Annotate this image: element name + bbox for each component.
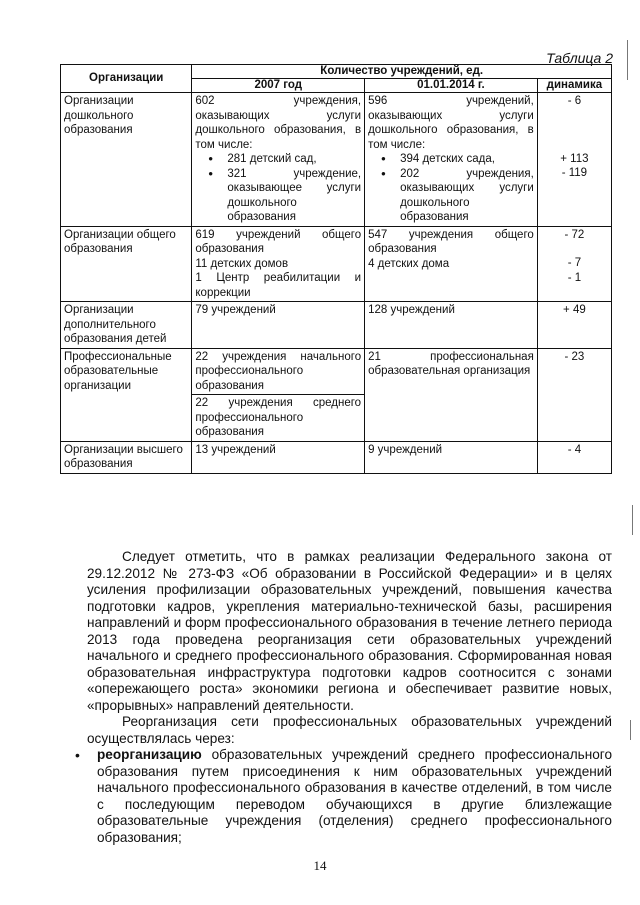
dynamics-value: - 119 [561, 167, 588, 179]
cell-2007 [192, 226, 365, 302]
table-row [61, 226, 612, 302]
cell-text: 596 учреждений, оказывающих услуги дошкольного образования, в том числе: [368, 95, 534, 151]
cell-text: 602 учреждения, оказывающих услуги дошкольного образования, в том числе: [195, 95, 362, 151]
list-item: • 321 учреждение, оказывающее услуги дошкольного образования [227, 167, 361, 225]
table-caption: Таблица 2 [546, 50, 613, 66]
institutions-table [60, 64, 612, 474]
org-cell: Организации высшего образования [61, 441, 192, 473]
dynamics-value: - 7 [567, 257, 582, 269]
cell-2014: 9 учреждений [365, 441, 538, 473]
cell-text: 4 детских дома [368, 257, 450, 270]
cell-text: 619 учреждений общего образования [195, 228, 362, 255]
org-cell: Организации дошкольного образования [61, 93, 192, 227]
table-row [61, 441, 612, 473]
cell-text: 11 детских домов [195, 257, 289, 270]
cell-2007: 22 учреждения начального профессионального образования [192, 348, 365, 395]
page-number: 14 [313, 858, 327, 873]
header-dynamics: динамика [537, 79, 611, 93]
table-row [61, 93, 612, 227]
bullet-text [87, 747, 612, 846]
cell-2007 [192, 93, 365, 227]
cell-text: 1 Центр реабилитации и коррекции [195, 272, 362, 299]
bullet-list [195, 152, 361, 225]
body-paragraph: Реорганизация сети профессиональных образовательных учреждений осуществлялась через: [87, 714, 612, 746]
table-row [61, 302, 612, 349]
dynamics-cell [537, 93, 611, 227]
cell-2014 [365, 93, 538, 227]
cell-2014: 21 профессиональная образовательная организация [365, 348, 538, 441]
dynamics-value: + 113 [560, 152, 589, 165]
body-paragraph: Следует отметить, что в рамках реализации Федерального закона от 29.12.2012 № 273-ФЗ «Об образовании в Российской Федерации» и в целях усиления профилизации образовательных учреждений, повышения качества подготовки кадров, укрепления материально-технической базы, расширения направлений и форм профессионального образования в течение летнего периода 2013 года проведена реорганизация сети образовательных учреждений начального и среднего профессионального образования. Сформированная новая образовательная инфраструктура подготовки кадров соотносится с зонами «опережающего роста» экономики региона и обеспечивает развитие новых, «прорывных» направлений деятельности. [87, 549, 612, 713]
bullet-list [368, 152, 534, 225]
scan-edge-mark [632, 505, 633, 535]
dynamics-value: - 6 [567, 95, 582, 107]
table-header-row [61, 65, 612, 79]
list-item: • 281 детский сад, [227, 152, 361, 167]
bullet-icon: • [75, 747, 80, 763]
cell-2007: 13 учреждений [192, 441, 365, 473]
bullet-body: образовательных учреждений среднего профессионального образования путем присоединения к ним образовательных учреждений начального профессионального образования в качестве отделений, в том числе с последующим переводом обучающихся в другие близлежащие образовательные учреждения (отделения) среднего профессионального образования; [97, 747, 612, 845]
list-item: • 202 учреждения, оказывающих услуги дошкольного образования [400, 167, 534, 225]
scan-edge-mark [630, 720, 631, 740]
org-cell: Организации дополнительного образования детей [61, 302, 192, 349]
cell-2014 [365, 226, 538, 302]
org-cell: Организации общего образования [61, 226, 192, 302]
dynamics-value: - 1 [567, 271, 582, 284]
list-item: • 394 детских сада, [400, 152, 534, 167]
scan-edge-mark [627, 40, 628, 80]
dynamics-cell: - 23 [537, 348, 611, 441]
header-2014: 01.01.2014 г. [365, 79, 538, 93]
header-2007: 2007 год [192, 79, 365, 93]
bullet-bold-term: реорганизацию [97, 747, 202, 762]
dynamics-cell [537, 226, 611, 302]
header-count: Количество учреждений, ед. [192, 65, 612, 79]
table-row [61, 348, 612, 395]
dynamics-cell: - 4 [537, 441, 611, 473]
cell-2007: 79 учреждений [192, 302, 365, 349]
dynamics-value: - 72 [564, 228, 585, 241]
dynamics-cell: + 49 [537, 302, 611, 349]
cell-2007: 22 учреждения среднего профессионального образования [192, 395, 365, 442]
cell-text: 547 учреждения общего образования [368, 228, 534, 255]
bullet-item [75, 747, 612, 846]
cell-2014: 128 учреждений [365, 302, 538, 349]
org-cell: Профессиональные образовательные организации [61, 348, 192, 441]
header-org: Организации [61, 65, 192, 93]
